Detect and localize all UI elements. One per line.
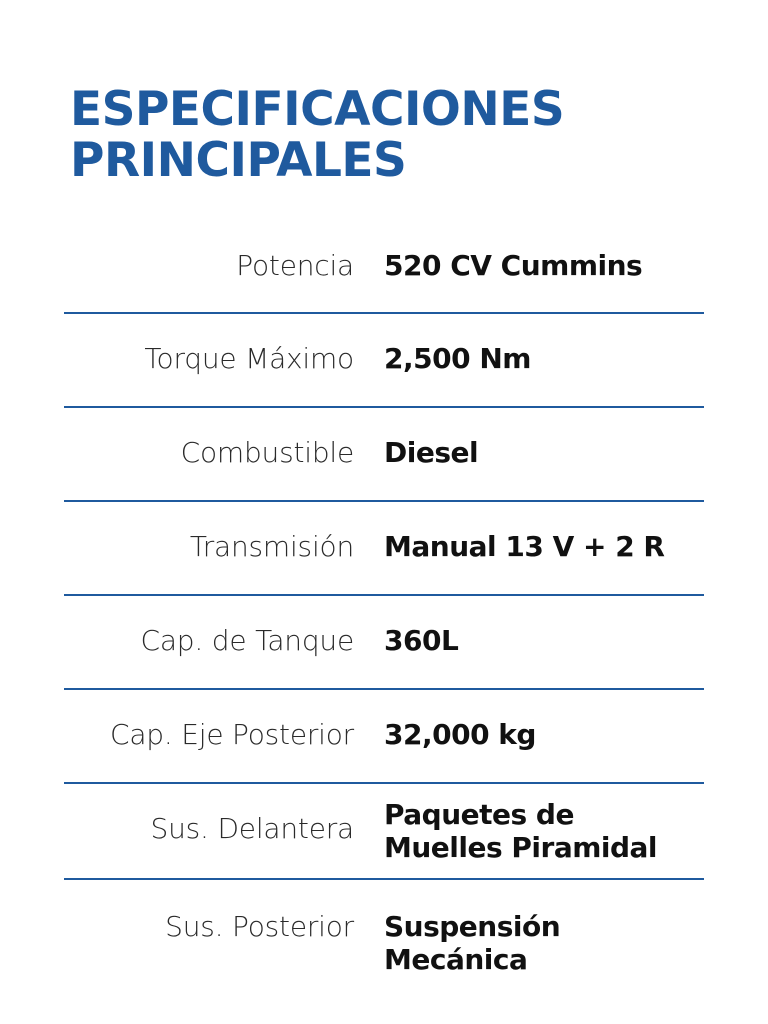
spec-value: 360L [384, 624, 459, 657]
spec-value: Manual 13 V + 2 R [384, 530, 665, 563]
spec-value: 32,000 kg [384, 718, 536, 751]
spec-label: Sus. Delantera [150, 812, 354, 845]
spec-row-eje-posterior [64, 690, 704, 784]
spec-label: Cap. de Tanque [140, 624, 354, 657]
spec-row-tanque [64, 596, 704, 690]
spec-label: Combustible [180, 436, 354, 469]
spec-value: Diesel [384, 436, 479, 469]
spec-value-line-1: Paquetes de [384, 798, 574, 831]
spec-value [384, 798, 657, 864]
spec-table [64, 220, 704, 990]
spec-label: Sus. Posterior [165, 910, 354, 943]
spec-label: Torque Máximo [144, 342, 354, 375]
spec-value-line-1: Suspensión [384, 910, 561, 943]
spec-value: 520 CV Cummins [384, 249, 643, 282]
spec-label: Cap. Eje Posterior [109, 718, 354, 751]
spec-row-combustible [64, 408, 704, 502]
spec-value: 2,500 Nm [384, 342, 531, 375]
spec-value-line-2: Muelles Piramidal [384, 831, 658, 864]
spec-value [384, 910, 560, 976]
spec-row-potencia [64, 220, 704, 314]
page-title [70, 84, 564, 186]
spec-value-line-2: Mecánica [384, 943, 528, 976]
title-line-2: PRINCIPALES [70, 133, 407, 188]
spec-label: Potencia [236, 249, 354, 282]
spec-row-torque [64, 314, 704, 408]
spec-row-transmision [64, 502, 704, 596]
spec-row-sus-delantera [64, 784, 704, 880]
spec-label: Transmisión [189, 530, 354, 563]
title-line-1: ESPECIFICACIONES [70, 82, 565, 137]
spec-row-sus-posterior [64, 880, 704, 990]
